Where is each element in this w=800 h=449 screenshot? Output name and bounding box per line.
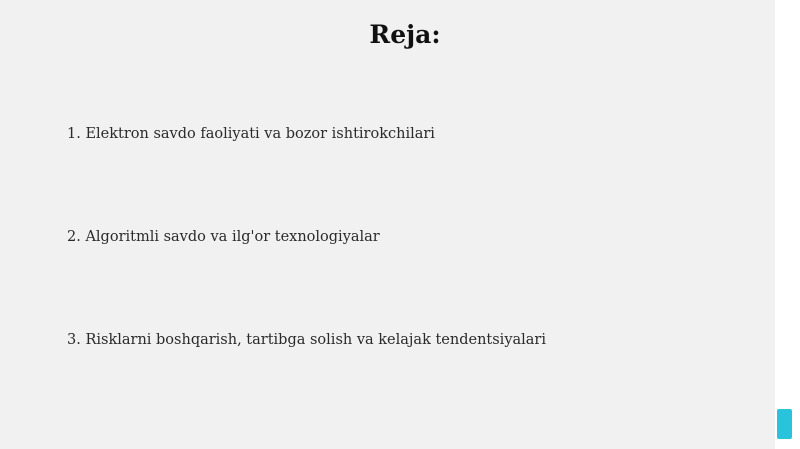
scrollbar-thumb[interactable] [777, 409, 792, 439]
plan-item-1: 1. Elektron savdo faoliyati va bozor ishtirokchilari [67, 126, 435, 142]
slide-title: Reja: [369, 20, 441, 49]
plan-item-3: 3. Risklarni boshqarish, tartibga solish va kelajak tendentsiyalari [67, 332, 547, 348]
plan-item-2: 2. Algoritmli savdo va ilg'or texnologiyalar [67, 229, 380, 245]
scrollbar-track[interactable] [775, 0, 800, 449]
